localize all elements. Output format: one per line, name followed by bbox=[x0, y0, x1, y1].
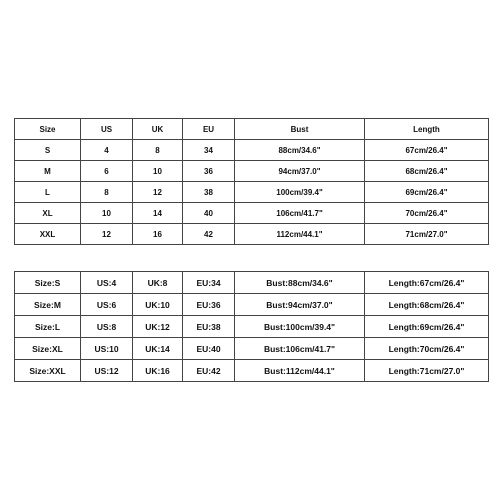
table-cell: EU:42 bbox=[183, 360, 235, 382]
table-cell: Length:67cm/26.4" bbox=[365, 272, 489, 294]
table-cell: L bbox=[15, 182, 81, 203]
table-row bbox=[15, 224, 489, 245]
table-cell: 88cm/34.6" bbox=[235, 140, 365, 161]
table-cell: 36 bbox=[183, 161, 235, 182]
table-cell: UK:12 bbox=[133, 316, 183, 338]
table-cell: 71cm/27.0" bbox=[365, 224, 489, 245]
table-cell: UK:8 bbox=[133, 272, 183, 294]
table-cell: 8 bbox=[81, 182, 133, 203]
table-cell: UK:14 bbox=[133, 338, 183, 360]
table-cell: 38 bbox=[183, 182, 235, 203]
table-cell: US:8 bbox=[81, 316, 133, 338]
table-cell: 94cm/37.0" bbox=[235, 161, 365, 182]
table-cell: Bust:112cm/44.1" bbox=[235, 360, 365, 382]
table-cell: UK:10 bbox=[133, 294, 183, 316]
table-cell: 14 bbox=[133, 203, 183, 224]
header-length: Length bbox=[365, 119, 489, 140]
table-row bbox=[15, 182, 489, 203]
table-cell: 42 bbox=[183, 224, 235, 245]
table-cell: US:12 bbox=[81, 360, 133, 382]
table-cell: Length:70cm/26.4" bbox=[365, 338, 489, 360]
table-row bbox=[15, 294, 489, 316]
table-cell: Bust:100cm/39.4" bbox=[235, 316, 365, 338]
table-row bbox=[15, 203, 489, 224]
table-cell: Bust:106cm/41.7" bbox=[235, 338, 365, 360]
table-cell: S bbox=[15, 140, 81, 161]
table-cell: Size:XL bbox=[15, 338, 81, 360]
table-cell: XL bbox=[15, 203, 81, 224]
table-row bbox=[15, 140, 489, 161]
table-cell: 10 bbox=[133, 161, 183, 182]
table-cell: UK:16 bbox=[133, 360, 183, 382]
table-cell: Size:L bbox=[15, 316, 81, 338]
table-cell: Length:71cm/27.0" bbox=[365, 360, 489, 382]
table-cell: Bust:94cm/37.0" bbox=[235, 294, 365, 316]
table-cell: EU:34 bbox=[183, 272, 235, 294]
table-header-row bbox=[15, 119, 489, 140]
header-size: Size bbox=[15, 119, 81, 140]
table-cell: 12 bbox=[81, 224, 133, 245]
table-cell: EU:36 bbox=[183, 294, 235, 316]
table-row bbox=[15, 338, 489, 360]
size-chart-table bbox=[14, 118, 489, 245]
table-cell: M bbox=[15, 161, 81, 182]
header-uk: UK bbox=[133, 119, 183, 140]
header-eu: EU bbox=[183, 119, 235, 140]
table-cell: 12 bbox=[133, 182, 183, 203]
table-cell: Size:S bbox=[15, 272, 81, 294]
table-cell: 100cm/39.4" bbox=[235, 182, 365, 203]
table-cell: US:4 bbox=[81, 272, 133, 294]
table-cell: 69cm/26.4" bbox=[365, 182, 489, 203]
table-cell: Length:69cm/26.4" bbox=[365, 316, 489, 338]
table-cell: 68cm/26.4" bbox=[365, 161, 489, 182]
table-row bbox=[15, 360, 489, 382]
table-cell: Length:68cm/26.4" bbox=[365, 294, 489, 316]
table-cell: Bust:88cm/34.6" bbox=[235, 272, 365, 294]
table-cell: Size:M bbox=[15, 294, 81, 316]
table-cell: EU:38 bbox=[183, 316, 235, 338]
table-cell: Size:XXL bbox=[15, 360, 81, 382]
table-cell: XXL bbox=[15, 224, 81, 245]
table-cell: US:6 bbox=[81, 294, 133, 316]
table-cell: 10 bbox=[81, 203, 133, 224]
table-cell: US:10 bbox=[81, 338, 133, 360]
table-cell: 16 bbox=[133, 224, 183, 245]
table-cell: 4 bbox=[81, 140, 133, 161]
header-bust: Bust bbox=[235, 119, 365, 140]
table-row bbox=[15, 316, 489, 338]
table-row bbox=[15, 272, 489, 294]
size-chart-labeled-table bbox=[14, 271, 489, 382]
table-cell: 6 bbox=[81, 161, 133, 182]
table-cell: 40 bbox=[183, 203, 235, 224]
header-us: US bbox=[81, 119, 133, 140]
table-cell: 106cm/41.7" bbox=[235, 203, 365, 224]
table-row bbox=[15, 161, 489, 182]
table-cell: 112cm/44.1" bbox=[235, 224, 365, 245]
table-cell: 70cm/26.4" bbox=[365, 203, 489, 224]
table-cell: 34 bbox=[183, 140, 235, 161]
table-cell: 67cm/26.4" bbox=[365, 140, 489, 161]
table-cell: EU:40 bbox=[183, 338, 235, 360]
table-cell: 8 bbox=[133, 140, 183, 161]
